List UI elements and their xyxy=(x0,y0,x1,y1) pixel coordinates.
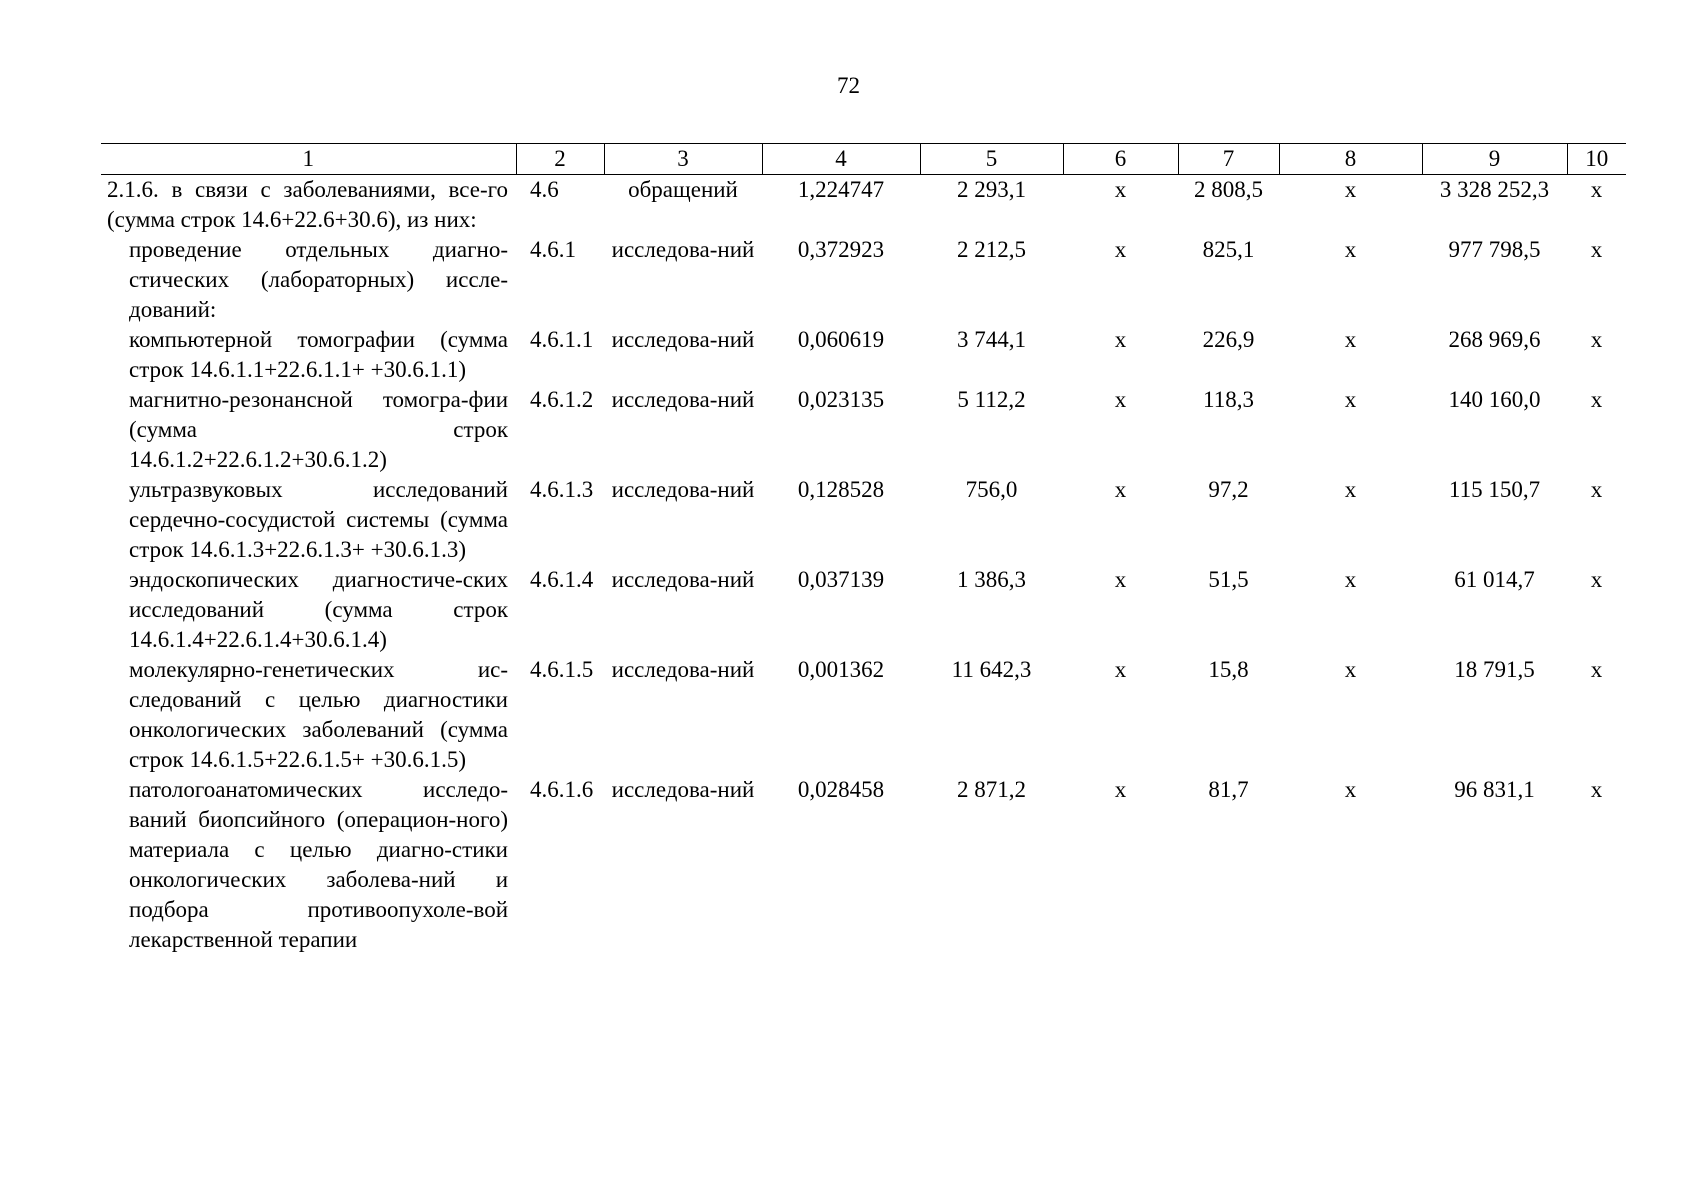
row-col10-cell: x xyxy=(1590,387,1603,412)
row-col7-cell: 15,8 xyxy=(1208,657,1249,682)
row-col4-cell: 0,023135 xyxy=(797,387,885,412)
table-row xyxy=(101,325,1626,385)
row-unit-cell: исследова-ний xyxy=(611,657,755,682)
row-unit-cell: исследова-ний xyxy=(611,477,755,502)
row-unit-cell: обращений xyxy=(628,177,738,202)
table-row xyxy=(101,175,1626,236)
row-col10-cell: x xyxy=(1590,777,1603,802)
row-col8-cell: x xyxy=(1344,237,1357,262)
row-col7-cell: 825,1 xyxy=(1202,237,1255,262)
table-row xyxy=(101,475,1626,565)
table-row xyxy=(101,775,1626,955)
row-code-cell: 4.6.1.2 xyxy=(530,387,594,412)
row-col10-cell: x xyxy=(1590,657,1603,682)
row-code-cell: 4.6.1.5 xyxy=(530,657,594,682)
table-row xyxy=(101,235,1626,325)
page-number: 72 xyxy=(837,73,860,98)
row-col8-cell: x xyxy=(1344,477,1357,502)
row-col8-cell: x xyxy=(1344,657,1357,682)
row-col10-cell: x xyxy=(1590,567,1603,592)
column-header-2: 2 xyxy=(516,144,604,175)
header-row xyxy=(101,144,1626,175)
row-col5-cell: 756,0 xyxy=(965,477,1018,502)
column-header-6: 6 xyxy=(1063,144,1178,175)
row-col9-cell: 61 014,7 xyxy=(1454,567,1535,592)
row-col10-cell: x xyxy=(1590,177,1603,202)
row-col8-cell: x xyxy=(1344,567,1357,592)
row-col9-cell: 115 150,7 xyxy=(1448,477,1541,502)
column-header-5: 5 xyxy=(920,144,1063,175)
data-table xyxy=(101,143,1626,955)
row-col7-cell: 97,2 xyxy=(1208,477,1249,502)
row-col6-cell: x xyxy=(1114,777,1127,802)
row-unit-cell: исследова-ний xyxy=(611,327,755,352)
row-name-cell: патологоанатомических исследо-ваний биопсийного (операцион-ного) материала с целью диагно-стики онкологических заболева-ний и подбора противоопухоле-вой лекарственной терапии xyxy=(129,777,508,952)
table-row xyxy=(101,655,1626,775)
row-col6-cell: x xyxy=(1114,327,1127,352)
row-col6-cell: x xyxy=(1114,477,1127,502)
table-row xyxy=(101,565,1626,655)
column-header-10: 10 xyxy=(1567,144,1626,175)
row-col9-cell: 268 969,6 xyxy=(1448,327,1541,352)
row-col4-cell: 0,037139 xyxy=(797,567,885,592)
row-col9-cell: 3 328 252,3 xyxy=(1439,177,1550,202)
row-col8-cell: x xyxy=(1344,777,1357,802)
row-name-cell: компьютерной томографии (сумма строк 14.6.1.1+22.6.1.1+ +30.6.1.1) xyxy=(129,327,508,382)
row-col10-cell: x xyxy=(1590,477,1603,502)
row-col6-cell: x xyxy=(1114,567,1127,592)
row-col9-cell: 18 791,5 xyxy=(1454,657,1535,682)
row-unit-cell: исследова-ний xyxy=(611,777,755,802)
row-name-cell: эндоскопических диагностиче-ских исследований (сумма строк 14.6.1.4+22.6.1.4+30.6.1.4) xyxy=(129,567,508,652)
row-col8-cell: x xyxy=(1344,327,1357,352)
row-col6-cell: x xyxy=(1114,657,1127,682)
row-col4-cell: 1,224747 xyxy=(797,177,885,202)
column-header-9: 9 xyxy=(1422,144,1567,175)
row-name-cell: 2.1.6. в связи с заболеваниями, все-го (сумма строк 14.6+22.6+30.6), из них: xyxy=(107,177,508,232)
row-code-cell: 4.6 xyxy=(530,177,559,202)
row-code-cell: 4.6.1.3 xyxy=(530,477,594,502)
row-col4-cell: 0,028458 xyxy=(797,777,885,802)
row-code-cell: 4.6.1 xyxy=(530,237,576,262)
row-name-cell: проведение отдельных диагно-стических (лабораторных) иссле-дований: xyxy=(129,237,508,322)
row-code-cell: 4.6.1.6 xyxy=(530,777,594,802)
row-col5-cell: 11 642,3 xyxy=(951,657,1032,682)
row-col9-cell: 977 798,5 xyxy=(1448,237,1541,262)
row-col7-cell: 81,7 xyxy=(1208,777,1249,802)
row-col7-cell: 118,3 xyxy=(1203,387,1254,412)
column-header-4: 4 xyxy=(762,144,920,175)
row-name-cell: молекулярно-генетических ис-следований с целью диагностики онкологических заболеваний (сумма строк 14.6.1.5+22.6.1.5+ +30.6.1.5) xyxy=(129,657,508,772)
row-unit-cell: исследова-ний xyxy=(611,567,755,592)
row-col6-cell: x xyxy=(1114,237,1127,262)
row-unit-cell: исследова-ний xyxy=(611,387,755,412)
row-col10-cell: x xyxy=(1590,237,1603,262)
row-col4-cell: 0,060619 xyxy=(797,327,885,352)
row-col7-cell: 226,9 xyxy=(1202,327,1255,352)
row-col4-cell: 0,128528 xyxy=(797,477,885,502)
row-col5-cell: 5 112,2 xyxy=(957,387,1026,412)
column-header-1: 1 xyxy=(101,144,516,175)
row-col5-cell: 2 871,2 xyxy=(957,777,1026,802)
row-code-cell: 4.6.1.1 xyxy=(530,327,594,352)
row-col4-cell: 0,001362 xyxy=(797,657,885,682)
column-header-8: 8 xyxy=(1279,144,1422,175)
table-row xyxy=(101,385,1626,475)
row-col7-cell: 2 808,5 xyxy=(1194,177,1263,202)
column-header-3: 3 xyxy=(604,144,762,175)
row-col4-cell: 0,372923 xyxy=(797,237,885,262)
row-col5-cell: 1 386,3 xyxy=(957,567,1026,592)
row-code-cell: 4.6.1.4 xyxy=(530,567,594,592)
row-col8-cell: x xyxy=(1344,177,1357,202)
row-col8-cell: x xyxy=(1344,387,1357,412)
row-col7-cell: 51,5 xyxy=(1208,567,1249,592)
row-col9-cell: 140 160,0 xyxy=(1448,387,1541,412)
row-col5-cell: 2 212,5 xyxy=(957,237,1026,262)
row-unit-cell: исследова-ний xyxy=(611,237,755,262)
row-col10-cell: x xyxy=(1590,327,1603,352)
row-col6-cell: x xyxy=(1114,177,1127,202)
row-col6-cell: x xyxy=(1114,387,1127,412)
row-col9-cell: 96 831,1 xyxy=(1454,777,1535,802)
row-name-cell: ультразвуковых исследований сердечно-сосудистой системы (сумма строк 14.6.1.3+22.6.1.3+ +30.6.1.3) xyxy=(129,477,508,562)
column-header-7: 7 xyxy=(1178,144,1279,175)
row-col5-cell: 3 744,1 xyxy=(957,327,1026,352)
row-name-cell: магнитно-резонансной томогра-фии (сумма строк 14.6.1.2+22.6.1.2+30.6.1.2) xyxy=(129,387,508,472)
row-col5-cell: 2 293,1 xyxy=(957,177,1026,202)
table-body xyxy=(101,175,1626,956)
